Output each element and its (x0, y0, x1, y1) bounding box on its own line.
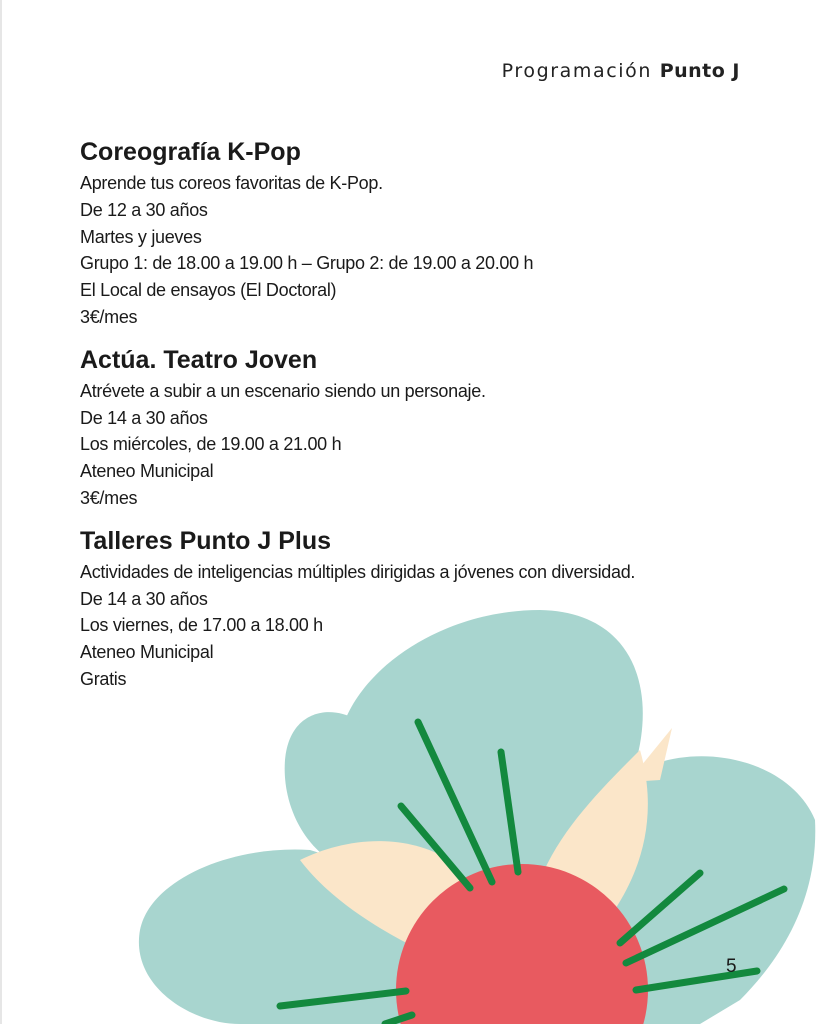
activity-title: Coreografía K-Pop (80, 138, 301, 166)
activity-price: 3€/mes (80, 487, 138, 508)
activity-price: Gratis (80, 668, 127, 689)
activity-location: Ateneo Municipal (80, 461, 214, 482)
activity-teatro (80, 344, 740, 512)
header-brand: Punto J (659, 60, 740, 82)
page-number: 5 (726, 956, 737, 977)
activity-schedule: Los miércoles, de 19.00 a 21.00 h (80, 434, 342, 455)
activity-kpop (80, 136, 740, 331)
activity-description: Actividades de inteligencias múltiples dirigidas a jóvenes con diversidad. (80, 561, 636, 582)
activity-title: Talleres Punto J Plus (80, 526, 332, 555)
activity-price: 3€/mes (80, 306, 138, 327)
activity-description: Aprende tus coreos favoritas de K-Pop. (80, 173, 383, 193)
activity-description: Atrévete a subir a un escenario siendo un personaje. (80, 380, 486, 401)
activity-punto-j-plus (80, 525, 740, 693)
activity-schedule: Los viernes, de 17.00 a 18.00 h (80, 615, 323, 636)
header-section-label: Programación (501, 60, 653, 82)
activity-schedule: Grupo 1: de 18.00 a 19.00 h – Grupo 2: de 19.00 a 20.00 h (80, 253, 534, 274)
activity-location: Ateneo Municipal (80, 642, 214, 663)
activity-age-range: De 14 a 30 años (80, 588, 208, 609)
activity-location: El Local de ensayos (El Doctoral) (80, 280, 337, 301)
activity-days: Martes y jueves (80, 226, 202, 247)
activity-age-range: De 14 a 30 años (80, 407, 208, 428)
activity-age-range: De 12 a 30 años (80, 199, 208, 220)
activities-list (80, 136, 740, 706)
activity-title: Actúa. Teatro Joven (80, 345, 318, 374)
